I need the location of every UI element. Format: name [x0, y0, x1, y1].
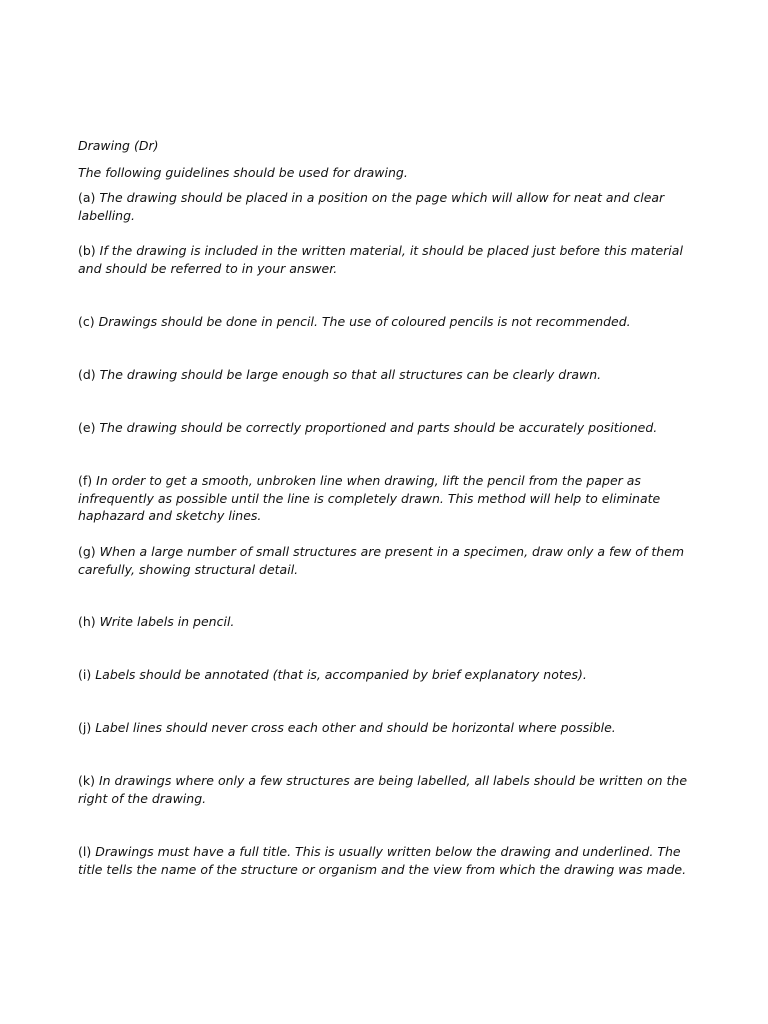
document-intro: The following guidelines should be used for drawing. — [78, 165, 408, 180]
guideline-item-e — [78, 419, 703, 437]
guideline-marker: (e) — [78, 420, 100, 435]
guideline-item-a — [78, 189, 703, 224]
guideline-item-c — [78, 313, 703, 331]
guideline-marker: (k) — [78, 773, 99, 788]
guideline-text: In drawings where only a few structures are being labelled, all labels should be written on the right of the drawing. — [78, 773, 688, 806]
guideline-text: The drawing should be placed in a position on the page which will allow for neat and clear labelling. — [78, 190, 665, 223]
guideline-marker: (i) — [78, 667, 96, 682]
guideline-item-g — [78, 543, 703, 578]
guideline-item-l — [78, 843, 703, 878]
guideline-text: When a large number of small structures are present in a specimen, draw only a few of them carefully, showing structural detail. — [78, 544, 685, 577]
guideline-item-k — [78, 772, 703, 807]
guideline-text: In order to get a smooth, unbroken line when drawing, lift the pencil from the paper as infrequently as possible until the line is completely drawn. This method will help to eliminate haphazard and sketchy lines. — [78, 473, 661, 523]
guideline-item-f — [78, 472, 703, 525]
guideline-item-d — [78, 366, 703, 384]
guideline-text: Drawings should be done in pencil. The use of coloured pencils is not recommended. — [98, 314, 631, 329]
guideline-marker: (j) — [78, 720, 96, 735]
guideline-marker: (b) — [78, 243, 100, 258]
guideline-marker: (h) — [78, 614, 100, 629]
guideline-text: If the drawing is included in the written material, it should be placed just before this material and should be referred to in your answer. — [78, 243, 683, 276]
guideline-item-h — [78, 613, 703, 631]
guideline-marker: (c) — [78, 314, 99, 329]
guideline-marker: (g) — [78, 544, 100, 559]
guideline-text: The drawing should be large enough so that all structures can be clearly drawn. — [99, 367, 602, 382]
guideline-item-b — [78, 242, 703, 277]
guideline-marker: (l) — [78, 844, 96, 859]
guideline-item-i — [78, 666, 703, 684]
guideline-text: The drawing should be correctly proportioned and parts should be accurately positioned. — [99, 420, 658, 435]
guideline-text: Label lines should never cross each other and should be horizontal where possible. — [95, 720, 616, 735]
guideline-marker: (a) — [78, 190, 100, 205]
guideline-marker: (f) — [78, 473, 97, 488]
document-heading: Drawing (Dr) — [78, 138, 159, 153]
guideline-text: Drawings must have a full title. This is usually written below the drawing and underlined. The title tells the name of the structure or organism and the view from which the drawing was made. — [78, 844, 687, 877]
guideline-item-j — [78, 719, 703, 737]
guideline-text: Write labels in pencil. — [99, 614, 235, 629]
guideline-marker: (d) — [78, 367, 100, 382]
guideline-text: Labels should be annotated (that is, accompanied by brief explanatory notes). — [95, 667, 587, 682]
